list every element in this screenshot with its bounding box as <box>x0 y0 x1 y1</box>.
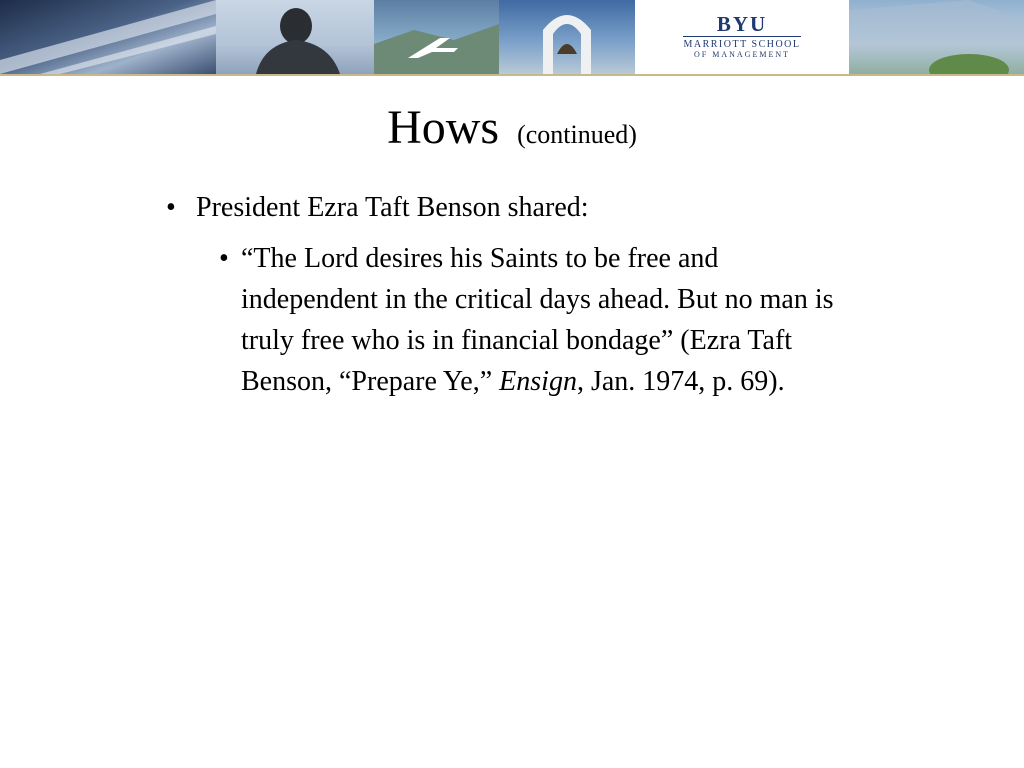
bullet-dot: • <box>166 192 176 223</box>
banner-photo-mountain-y <box>374 0 499 74</box>
bullet-dot: • <box>219 243 229 274</box>
slide-title-suffix: (continued) <box>517 120 637 149</box>
banner-photo-campus <box>849 0 1024 74</box>
logo-line-1: MARRIOTT SCHOOL <box>683 36 800 50</box>
bullet-level-2-quote <box>211 238 861 402</box>
slide-title <box>0 100 1024 155</box>
logo-title: BYU <box>716 12 768 36</box>
quote-text: “The Lord desires his Saints to be free and independent in the critical days ahead. But no man is truly free who is in financial bondage” (Ezra Taft Benson, “Prepare Ye,” <box>241 243 834 397</box>
header-rule <box>0 74 1024 76</box>
quote-source: Ensign <box>499 366 577 397</box>
banner-photo-statue <box>216 0 374 74</box>
slide-title-main: Hows <box>387 101 500 154</box>
bullet-text: President Ezra Taft Benson shared: <box>196 192 589 223</box>
quote-citation: , Jan. 1974, p. 69). <box>576 366 785 397</box>
slide-body <box>166 190 906 402</box>
banner-photo-bell <box>499 0 635 74</box>
banner-photo-building <box>0 0 216 74</box>
logo-line-2: OF MANAGEMENT <box>694 50 790 59</box>
byu-marriott-logo <box>635 0 849 74</box>
bullet-level-1 <box>166 190 906 226</box>
header-banner <box>0 0 1024 74</box>
